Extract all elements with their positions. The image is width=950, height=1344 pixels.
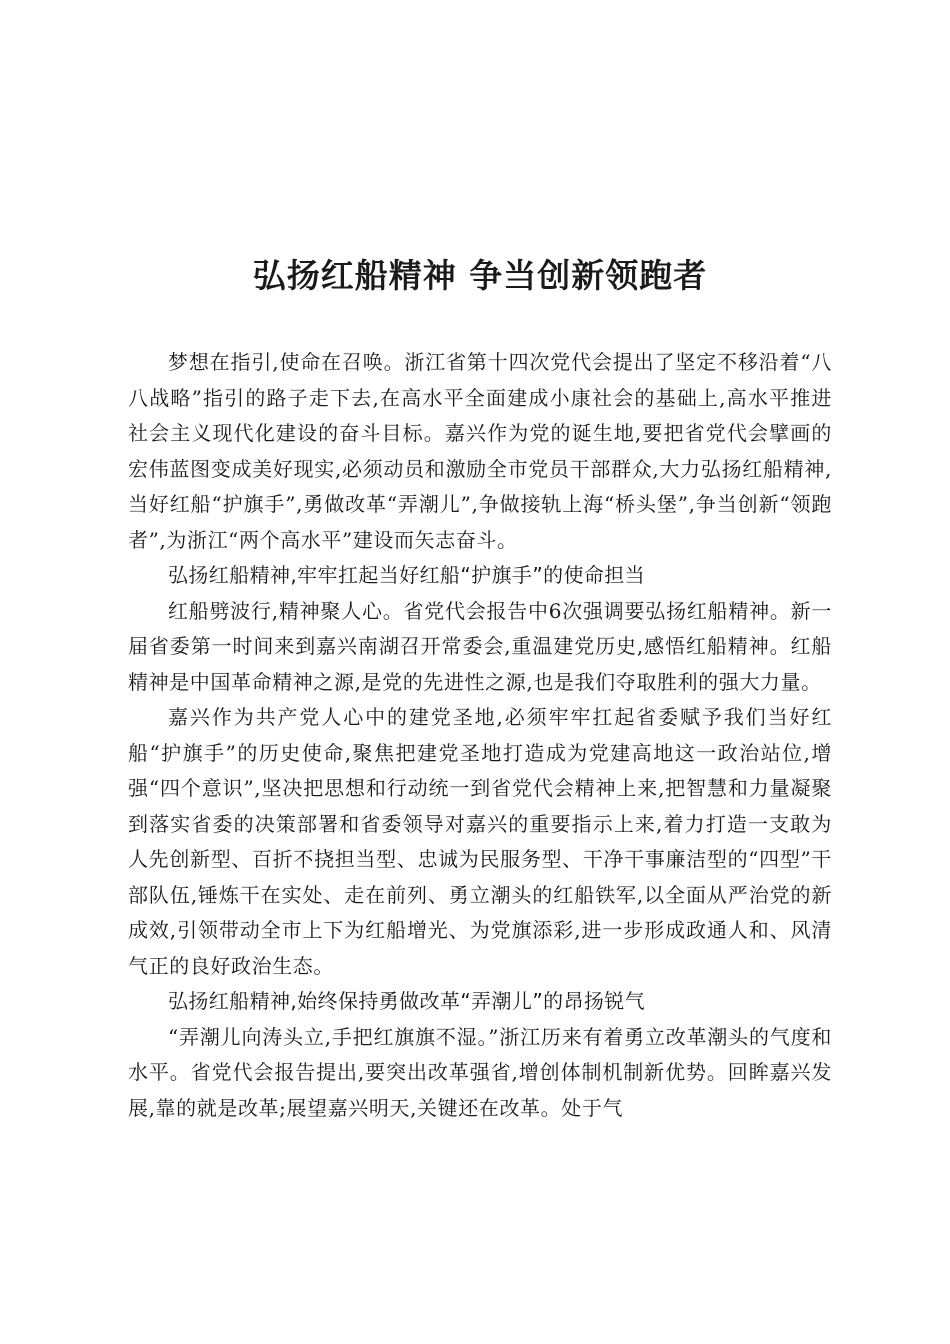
section-heading: 弘扬红船精神,牢牢扛起当好红船“护旗手”的使命担当 (168, 563, 646, 587)
body-paragraph: 嘉兴作为共产党人心中的建党圣地,必须牢牢扛起省委赋予我们当好红船“护旗手”的历史使命,聚焦把建党圣地打造成为党建高地这一政治站位,增强“四个意识”,坚决把思想和行动统一到省党代会精神上来,把智慧和力量凝聚到落实省委的决策部署和省委领导对嘉兴的重要指示上来,着力打造一支敢为人先创新型、百折不挠担当型、忠诚为民服务型、干净干事廉洁型的“四型”干部队伍,锤炼干在实处、走在前列、勇立潮头的红船铁军,以全面从严治党的新成效,引领带动全市上下为红船增光、为党旗添彩,进一步形成政通人和、风清气正的良好政治生态。 (128, 705, 832, 978)
document-page (128, 0, 832, 1344)
document-body (128, 345, 832, 1126)
body-paragraph: 红船劈波行,精神聚人心。省党代会报告中6次强调要弘扬红船精神。新一届省委第一时间来到嘉兴南湖召开常委会,重温建党历史,感悟红船精神。红船精神是中国革命精神之源,是党的先进性之源,也是我们夺取胜利的强大力量。 (128, 598, 832, 694)
section-heading: 弘扬红船精神,始终保持勇做改革“弄潮儿”的昂扬锐气 (168, 989, 646, 1013)
document-title: 弘扬红船精神 争当创新领跑者 (252, 256, 708, 295)
body-paragraph: “弄潮儿向涛头立,手把红旗旗不湿。”浙江历来有着勇立改革潮头的气度和水平。省党代会报告提出,要突出改革强省,增创体制机制新优势。回眸嘉兴发展,靠的就是改革;展望嘉兴明天,关键还在改革。处于气 (128, 1024, 832, 1120)
intro-paragraph: 梦想在指引,使命在召唤。浙江省第十四次党代会提出了坚定不移沿着“八八战略”指引的路子走下去,在高水平全面建成小康社会的基础上,高水平推进社会主义现代化建设的奋斗目标。嘉兴作为党的诞生地,要把省党代会擘画的宏伟蓝图变成美好现实,必须动员和激励全市党员干部群众,大力弘扬红船精神,当好红船“护旗手”,勇做改革“弄潮儿”,争做接轨上海“桥头堡”,争当创新“领跑者”,为浙江“两个高水平”建设而矢志奋斗。 (128, 350, 832, 552)
